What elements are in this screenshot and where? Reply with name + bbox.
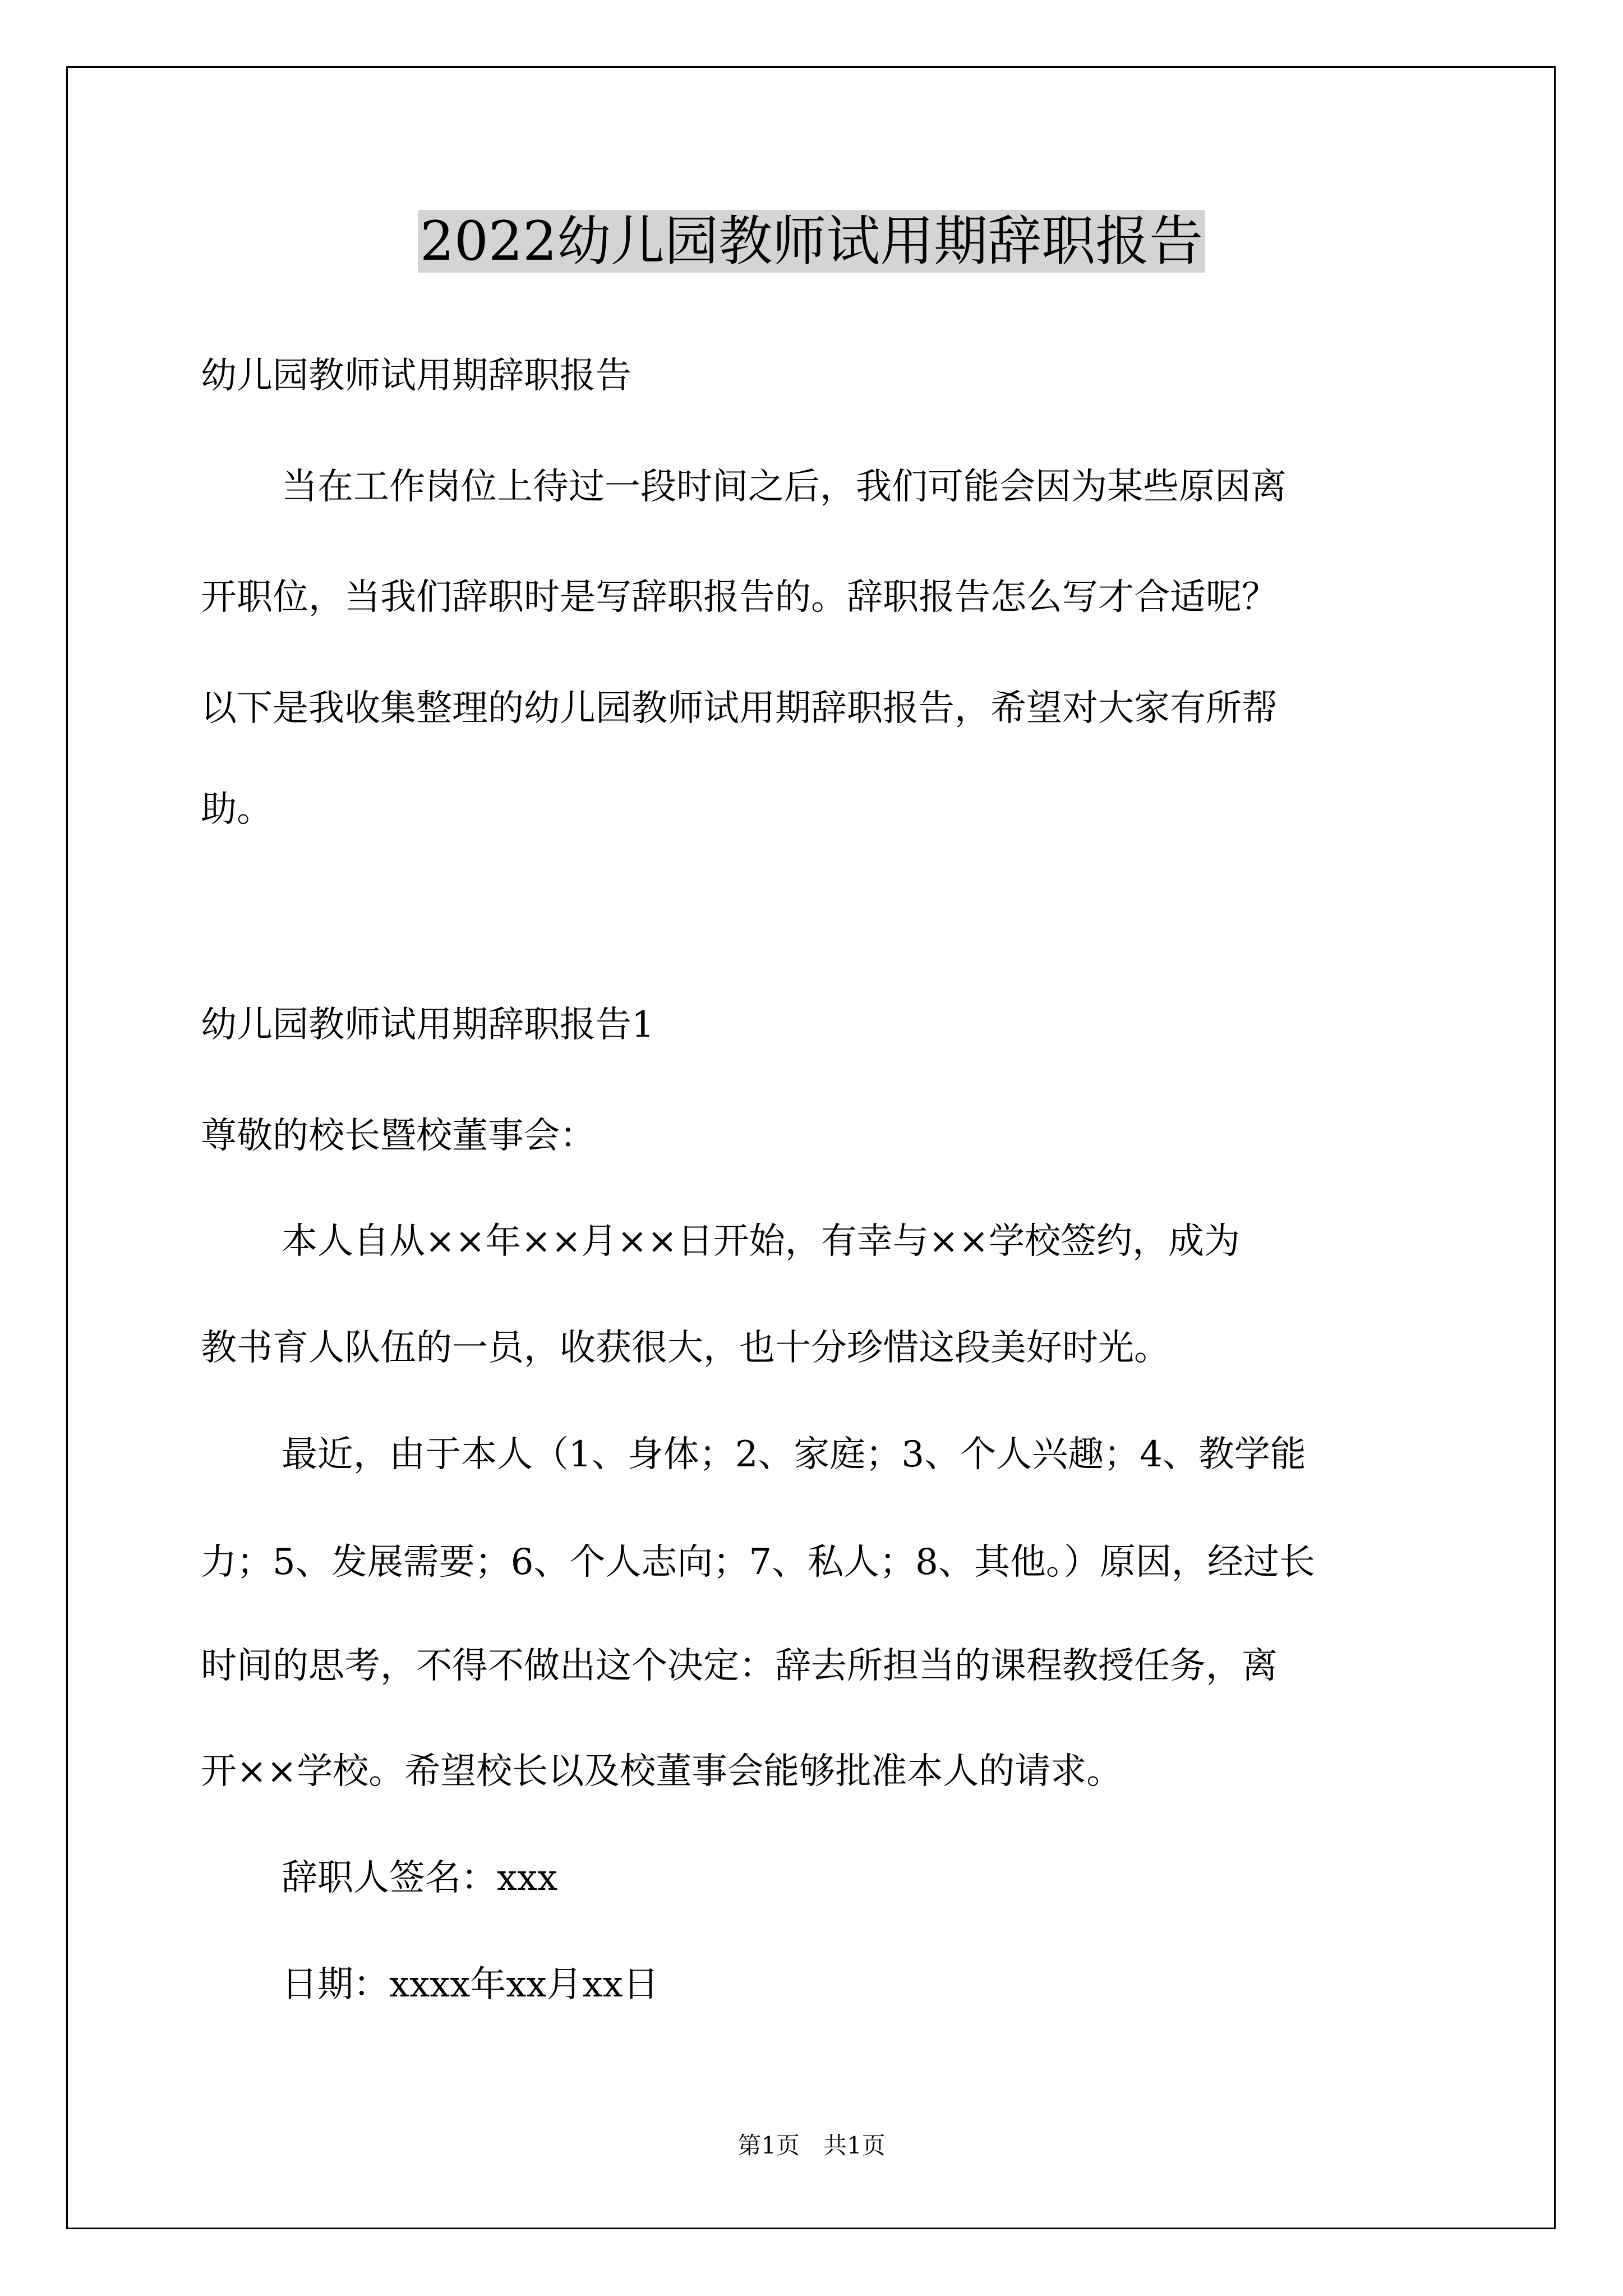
signature-line: 辞职人签名：xxx [282, 1857, 558, 1899]
paragraph2-line-1: 最近，由于本人（1、身体；2、家庭；3、个人兴趣；4、教学能 [282, 1434, 1306, 1475]
date-line: 日期：xxxx年xx月xx日 [282, 1964, 659, 2005]
intro-line-3: 以下是我收集整理的幼儿园教师试用期辞职报告，希望对大家有所帮 [201, 688, 1278, 729]
paragraph2-line-2: 力；5、发展需要；6、个人志向；7、私人；8、其他。）原因，经过长 [201, 1542, 1315, 1583]
document-title-text: 2022幼儿园教师试用期辞职报告 [418, 210, 1205, 273]
document-title [0, 202, 1623, 280]
paragraph2-line-4: 开××学校。希望校长以及校董事会能够批准本人的请求。 [201, 1751, 1123, 1792]
paragraph1-line-2: 教书育人队伍的一员，收获很大，也十分珍惜这段美好时光。 [201, 1327, 1170, 1369]
document-subtitle: 幼儿园教师试用期辞职报告 [201, 355, 631, 397]
page-footer: 第1页 共1页 [737, 2132, 886, 2159]
section-heading: 幼儿园教师试用期辞职报告1 [201, 1004, 654, 1046]
intro-line-2: 开职位，当我们辞职时是写辞职报告的。辞职报告怎么写才合适呢？ [201, 577, 1278, 618]
salutation: 尊敬的校长暨校董事会： [201, 1115, 596, 1157]
paragraph2-line-3: 时间的思考，不得不做出这个决定：辞去所担当的课程教授任务，离 [201, 1645, 1278, 1687]
paragraph1-line-1: 本人自从××年××月××日开始，有幸与××学校签约，成为 [282, 1221, 1240, 1262]
intro-line-4: 助。 [201, 789, 273, 830]
intro-line-1: 当在工作岗位上待过一段时间之后，我们可能会因为某些原因离 [282, 466, 1287, 508]
